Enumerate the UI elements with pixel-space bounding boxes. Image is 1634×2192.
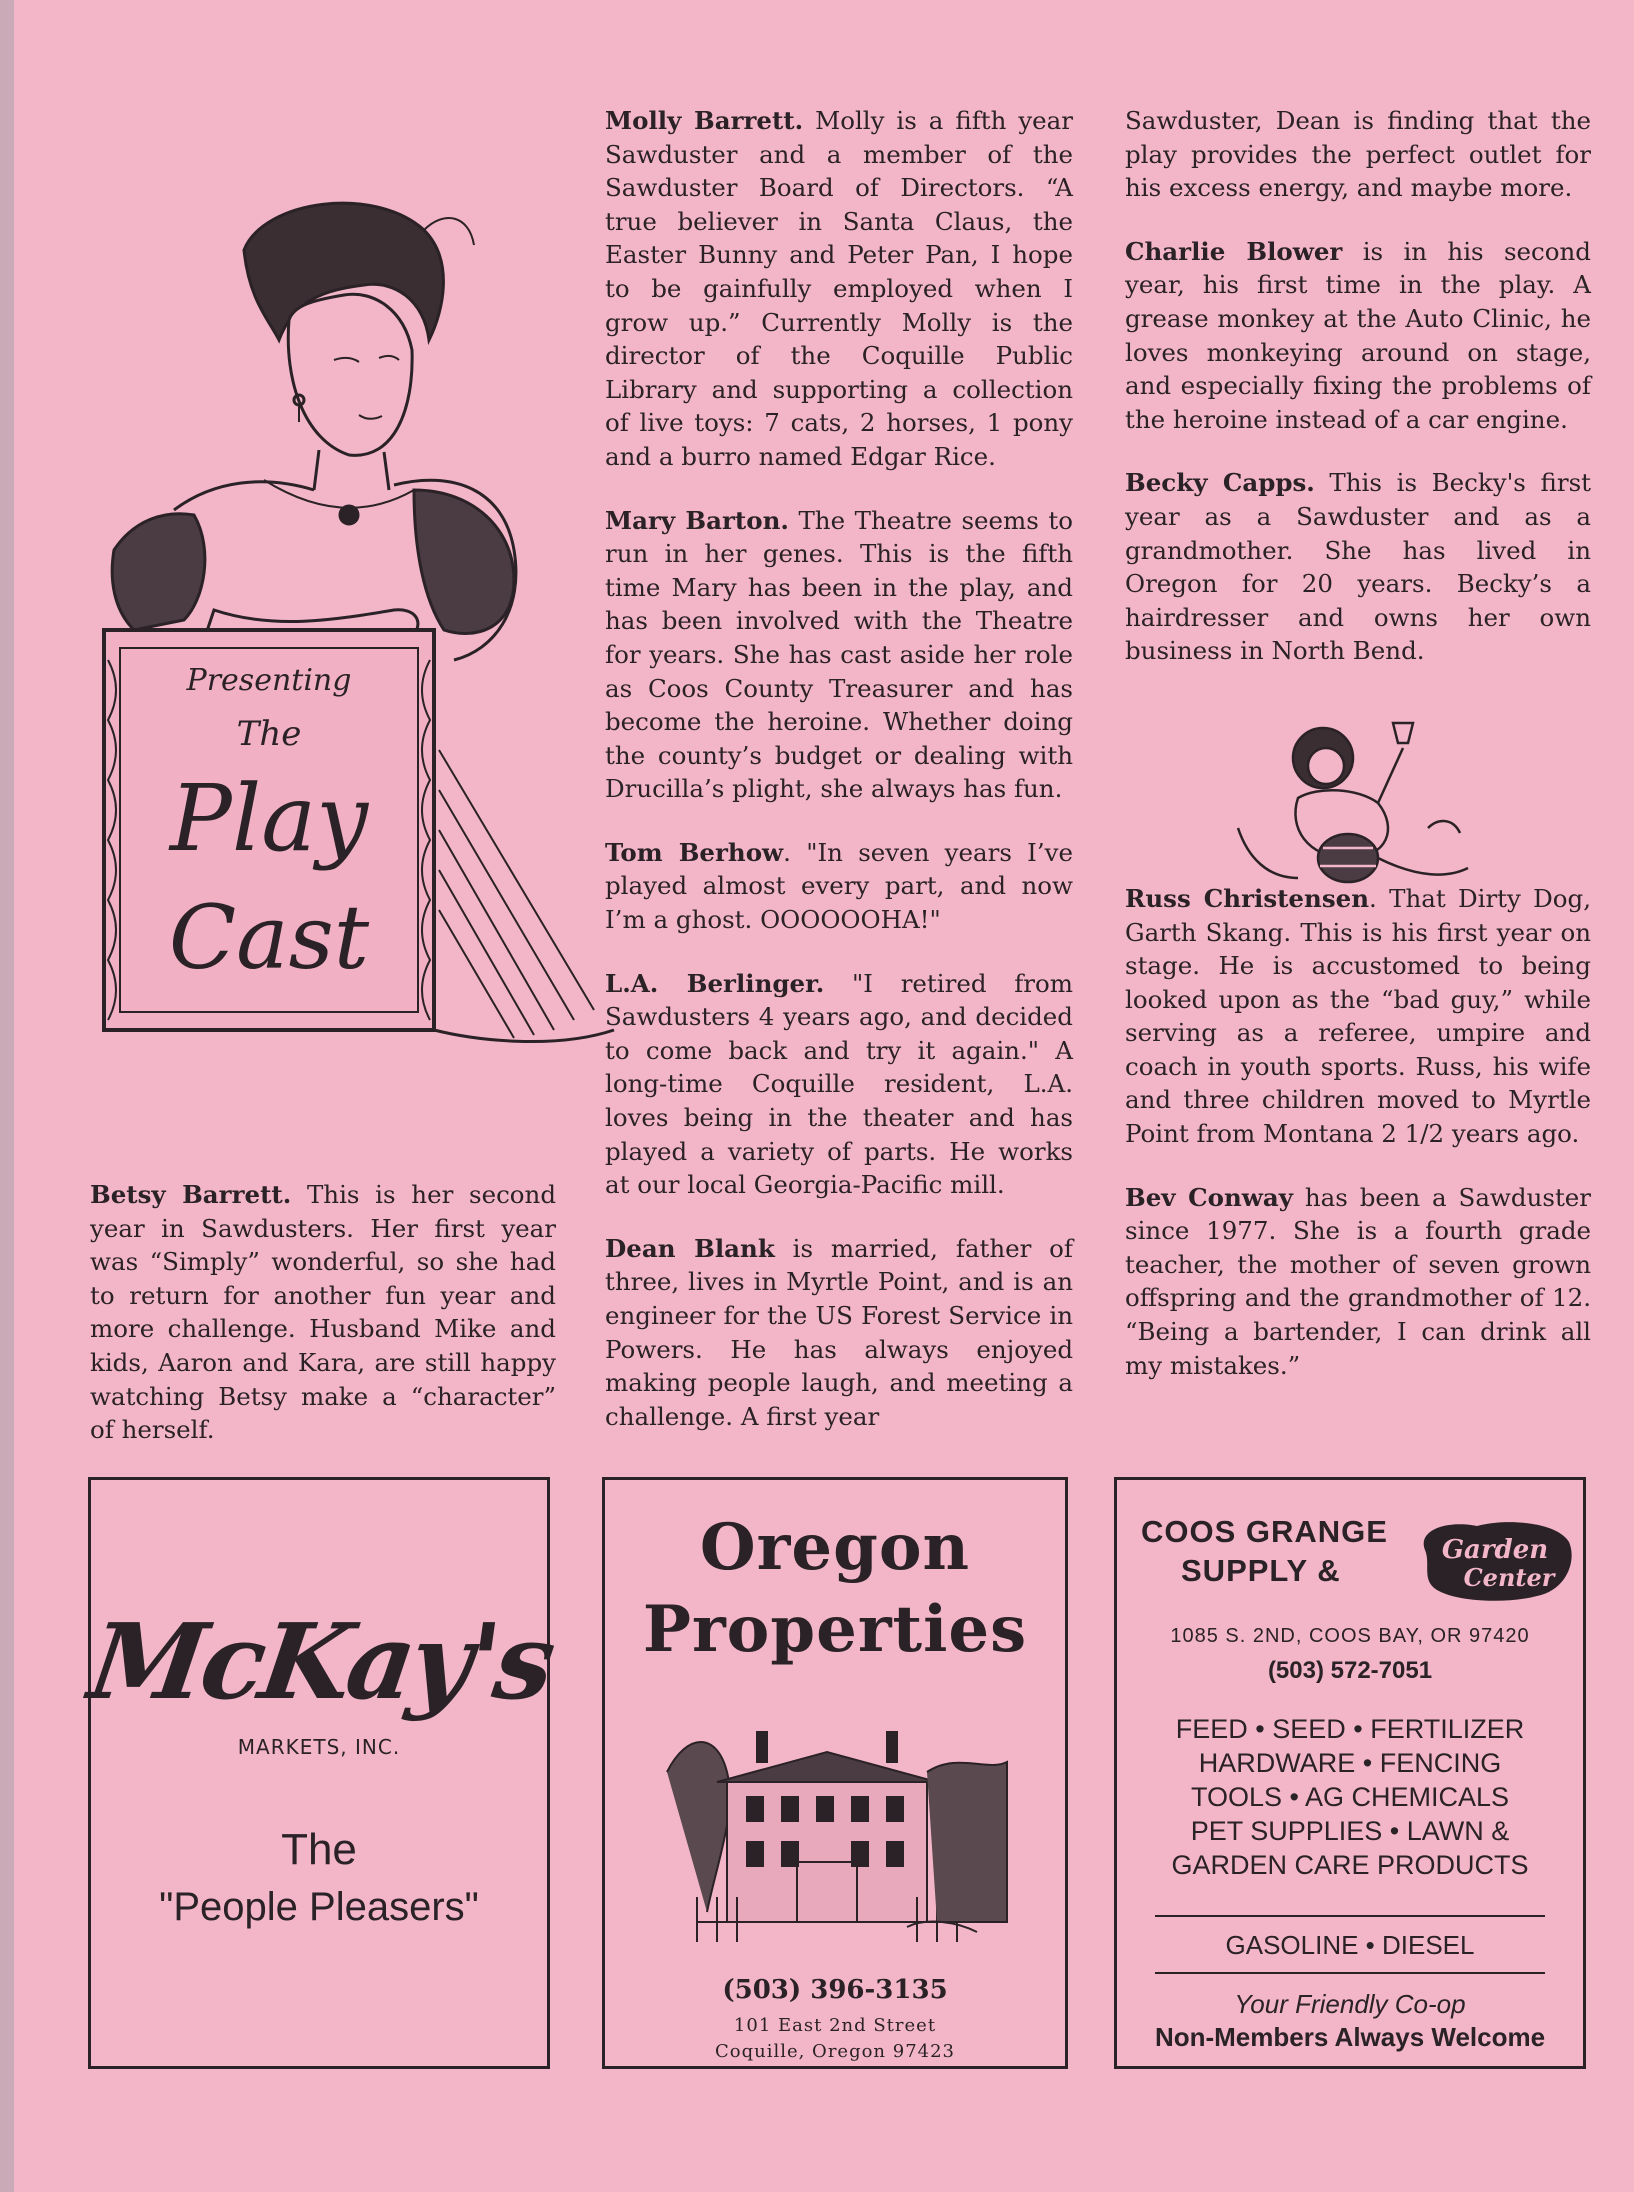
bio-text: This is Becky's first year as a Sawduster and as a grandmother. She has lived in Oregon for 20 years. Becky’s a hairdresser and owns her own business in North Bend. [1125,468,1591,666]
sign-word-presenting: Presenting [186,663,352,698]
bio-name: Becky Capps. [1125,468,1315,498]
bio-bev-conway [1125,1181,1591,1383]
oregon-properties-phone: (503) 396-3135 [722,1975,948,2005]
coos-grange-products [1117,1712,1583,1882]
divider [1155,1972,1545,1974]
house-illustration [657,1712,1015,1952]
bio-text: The Theatre seems to run in her genes. This is the fifth time Mary has been in the play, and has been involved with the Theatre for years. She has cast aside her role as Coos County Treasurer and has become the heroine. Whether doing the county’s budget or dealing with Drucilla’s plight, she always has fun. [605,505,1073,804]
bio-text: Molly is a fifth year Sawduster and a member of the Sawduster Board of Directors. “A true believer in Santa Claus, the Easter Bunny and Peter Pan, I hope to be gainfully employed when I grow up.” Currently Molly is the director of the Coquille Public Library and supporting a collection of live toys: 7 cats, 2 horses, 1 pony and a burro named Edgar Rice. [605,106,1074,471]
oregon-properties-street: 101 East 2nd Street [733,2015,937,2036]
bio-name: Mary Barton. [605,505,789,535]
bio-mary-barton [605,504,1073,806]
bio-name: Charlie Blower [1125,236,1343,266]
sign-word-cast: Cast [168,886,370,989]
bio-dean-blank-continued [1125,104,1591,205]
coos-grange-address: 1085 S. 2ND, COOS BAY, OR 97420 [1170,1625,1530,1647]
bio-betsy-barrett [90,1178,556,1447]
mckays-tagline-line2: "People Pleasers" [159,1885,479,1929]
bio-name: Betsy Barrett. [90,1180,292,1209]
bio-molly-barrett [605,104,1073,474]
page-edge [0,0,14,2192]
product-line: GARDEN CARE PRODUCTS [1171,1850,1529,1880]
garden-badge-word1: Garden [1441,1535,1549,1565]
bio-text: is married, father of three, lives in Myrtle Point, and is an engineer for the US Forest Service in Powers. He has always enjoyed making people laugh, and meeting a challenge. A first year [605,1233,1073,1431]
product-line: TOOLS • AG CHEMICALS [1190,1782,1510,1812]
bio-name: Tom Berhow [605,837,784,867]
coos-grange-welcome: Non-Members Always Welcome [1154,2022,1546,2052]
bio-name: Molly Barrett. [605,106,804,135]
bio-tom-berhow [605,836,1073,937]
mckays-logo: McKay's [82,1600,559,1723]
oregon-properties-name-line2: Properties [642,1592,1028,1667]
bio-name: Russ Christensen [1125,883,1370,913]
sign-word-the: The [236,714,302,754]
bio-text: Sawduster, Dean is finding that the play provides the perfect outlet for his excess energy, and maybe more. [1125,106,1591,203]
sign-word-play: Play [169,765,369,872]
cherub-illustration [1228,708,1480,900]
mckays-tagline-line1: The [281,1825,357,1874]
bio-text: . "In seven years I’ve played almost every part, and now I’m a ghost. OOOOOOHA!" [605,837,1073,935]
coos-grange-name-line2: SUPPLY & [1181,1553,1341,1588]
bio-name: Dean Blank [605,1233,775,1263]
bio-la-berlinger [605,967,1073,1202]
bio-becky-capps [1125,466,1591,668]
bio-text: has been a Sawduster since 1977. She is a fourth grade teacher, the mother of seven grown offspring and the grandmother of 12. “Being a bartender, I can drink all my mistakes.” [1125,1182,1591,1380]
garden-center-badge [1417,1520,1575,1602]
product-line: FEED • SEED • FERTILIZER [1175,1714,1525,1744]
bio-charlie-blower [1125,235,1591,437]
bio-name: L.A. Berlinger. [605,968,825,998]
column-2 [605,104,1073,1463]
bio-text: "I retired from Sawdusters 4 years ago, and decided to come back and try it again." A long-time Coquille resident, L.A. loves being in the theater and has played a variety of parts. He works at our local Georgia-Pacific mill. [605,968,1073,1200]
bio-text: This is her second year in Sawdusters. Her first year was “Simply” wonderful, so she had to return for another fun year and more challenge. Husband Mike and kids, Aaron and Kara, are still happy watching Betsy make a “character” of herself. [90,1180,556,1445]
product-line: HARDWARE • FENCING [1198,1748,1502,1778]
divider [1155,1915,1545,1917]
coos-grange-phone: (503) 572-7051 [1267,1657,1433,1684]
mckays-subtitle: MARKETS, INC. [237,1735,401,1759]
coos-grange-name-line1: COOS GRANGE [1141,1514,1388,1549]
bio-text: . That Dirty Dog, Garth Skang. This is his first year on stage. He is accustomed to being looked upon as the “bad guy,” while serving as a referee, umpire and coach in youth sports. Russ, his wife and three children moved to Myrtle Point from Montana 2 1/2 years ago. [1125,883,1591,1149]
ad-coos-grange [1114,1477,1586,2069]
ad-mckays [82,1477,559,2069]
play-cast-illustration [94,190,624,1090]
oregon-properties-name-line1: Oregon [699,1510,971,1585]
oregon-properties-city: Coquille, Oregon 97423 [714,2041,956,2062]
garden-badge-word2: Center [1463,1563,1555,1592]
bio-text: is in his second year, his first time in the play. A grease monkey at the Auto Clinic, he loves monkeying around on stage, and especially fixing the problems of the heroine instead of a car engine. [1125,236,1591,434]
product-line: PET SUPPLIES • LAWN & [1190,1816,1510,1846]
column-1 [90,1178,556,1477]
coos-grange-tagline: Your Friendly Co-op [1234,1989,1466,2019]
bio-russ-christensen [1125,882,1591,1151]
ad-oregon-properties [602,1477,1068,2069]
bio-name: Bev Conway [1125,1182,1294,1212]
coos-grange-fuel: GASOLINE • DIESEL [1225,1930,1475,1960]
bio-dean-blank [605,1232,1073,1434]
